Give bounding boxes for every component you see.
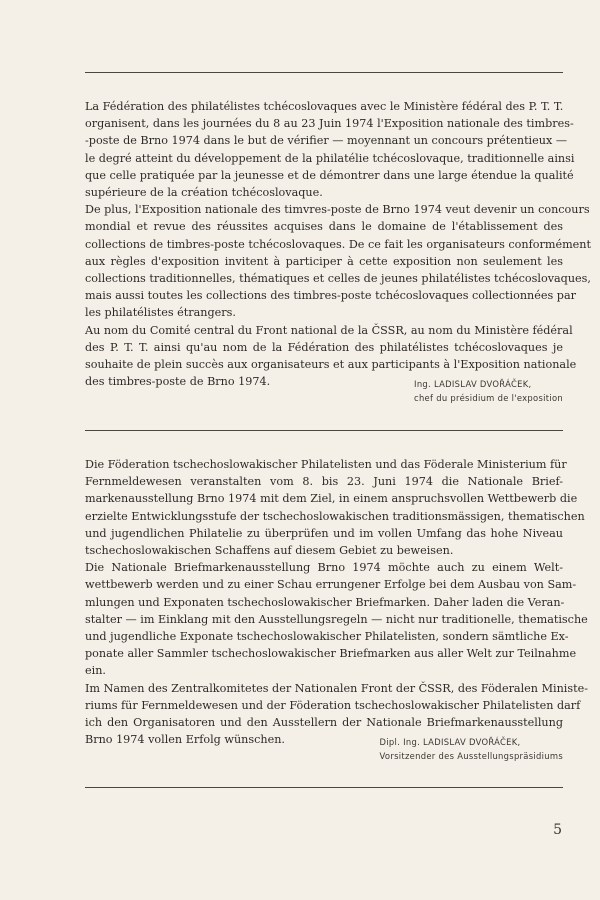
text-line: wettbewerb werden und zu einer Schau errungener Erfolge bei dem Ausbau von Sam-: [85, 578, 577, 592]
text-line: Fernmeldewesen veranstalten vom 8. bis 23. Juni 1974 die Nationale Brief-: [85, 475, 563, 489]
text-line: collections traditionnelles, thématiques et celles de jeunes philatélistes tchécoslovaques,: [85, 272, 591, 286]
text-line: und jugendliche Exponate tschechoslowakischer Philatelisten, sondern sämtliche Ex-: [85, 630, 569, 644]
german-paragraph-1: [85, 456, 585, 559]
text-line: collections de timbres-poste tchécoslovaques. De ce fait les organisateurs conformément: [85, 237, 592, 251]
text-line: aux règles d'exposition invitent à participer à cette exposition non seulement les: [85, 254, 563, 268]
text-line: und jugendlichen Philatelie zu überprüfen und im vollen Umfang das hohe Niveau: [85, 526, 563, 540]
text-line: mondial et revue des réussites acquises dans le domaine de l'établissement des: [85, 220, 563, 234]
text-line: stalter — im Einklang mit den Ausstellungsregeln — nicht nur traditionelle, thematische: [85, 612, 588, 626]
text-line: souhaite de plein succès aux organisateurs et aux participants à l'Exposition nationale: [85, 358, 577, 372]
top-rule: [85, 72, 563, 73]
french-paragraph-3: [85, 322, 577, 404]
german-signature: [380, 735, 563, 763]
closing-line-row: [85, 731, 563, 762]
signature-title: chef du présidium de l'exposition: [414, 393, 563, 404]
page-number: 5: [553, 822, 562, 838]
text-line: mlungen und Exponaten tschechoslowakischer Briefmarken. Daher laden die Veran-: [85, 595, 565, 609]
text-line: que celle pratiquée par la jeunesse et de démontrer dans une large étendue la qualité: [85, 168, 574, 182]
text-line: mais aussi toutes les collections des timbres-poste tchécoslovaques collectionnées par: [85, 289, 576, 303]
text-line: -poste de Brno 1974 dans le but de vérifier — moyennant un concours prétentieux —: [85, 134, 568, 148]
text-line: La Fédération des philatélistes tchécoslovaques avec le Ministère fédéral des P. T. T.: [85, 100, 564, 113]
text-line: tschechoslowakischen Schaffens auf diesem Gebiet zu beweisen.: [85, 544, 454, 558]
text-line: les philatélistes étrangers.: [85, 306, 236, 320]
signature-title: Vorsitzender des Ausstellungspräsidiums: [379, 751, 563, 762]
german-paragraph-2: [85, 559, 588, 679]
french-paragraph-2: [85, 201, 592, 321]
text-line: des timbres-poste de Brno 1974.: [85, 375, 271, 389]
text-line: ich den Organisatoren und den Ausstellern der Nationale Briefmarkenausstellung: [85, 716, 563, 730]
text-line: Au nom du Comité central du Front national de la ČSSR, au nom du Ministère fédéral: [85, 323, 573, 337]
text-line: le degré atteint du développement de la philatélie tchécoslovaque, traditionnelle ainsi: [85, 151, 575, 165]
text-line: des P. T. T. ainsi qu'au nom de la Fédération des philatélistes tchécoslovaques je: [85, 340, 563, 354]
text-line: Die Föderation tschechoslowakischer Philatelisten und das Föderale Ministerium für: [85, 458, 567, 471]
text-line: ponate aller Sammler tschechoslowakischer Briefmarken aus aller Welt zur Teilnahme: [85, 647, 577, 661]
closing-line-row: [85, 373, 563, 404]
german-section: [85, 456, 589, 762]
french-paragraph-1: [85, 98, 575, 201]
signature-name: Dipl. Ing. LADISLAV DVOŘÁČEK,: [379, 737, 521, 748]
text-line: supérieure de la création tchécoslovaque.: [85, 186, 323, 200]
text-line: Brno 1974 vollen Erfolg wünschen.: [85, 733, 285, 747]
middle-rule: [85, 430, 563, 431]
signature-name: Ing. LADISLAV DVOŘÁČEK,: [414, 379, 532, 390]
text-line: riums für Fernmeldewesen und der Föderation tschechoslowakischer Philatelisten darf: [85, 698, 581, 712]
text-line: erzielte Entwicklungsstufe der tschechoslowakischen traditionsmässigen, thematischen: [85, 509, 585, 523]
french-signature: [414, 377, 563, 405]
text-line: Die Nationale Briefmarkenausstellung Brno 1974 möchte auch zu einem Welt-: [85, 561, 563, 575]
german-paragraph-3: [85, 680, 589, 762]
text-line: ein.: [85, 664, 106, 678]
bottom-rule: [85, 787, 563, 788]
text-line: Im Namen des Zentralkomitetes der Nationalen Front der ČSSR, des Föderalen Ministe-: [85, 681, 589, 695]
text-line: De plus, l'Exposition nationale des timvres-poste de Brno 1974 veut devenir un concours: [85, 203, 590, 217]
french-section: [85, 98, 592, 404]
text-line: markenausstellung Brno 1974 mit dem Ziel, in einem anspruchsvollen Wettbewerb die: [85, 492, 578, 506]
text-line: organisent, dans les journées du 8 au 23 Juin 1974 l'Exposition nationale des timbres-: [85, 117, 574, 131]
